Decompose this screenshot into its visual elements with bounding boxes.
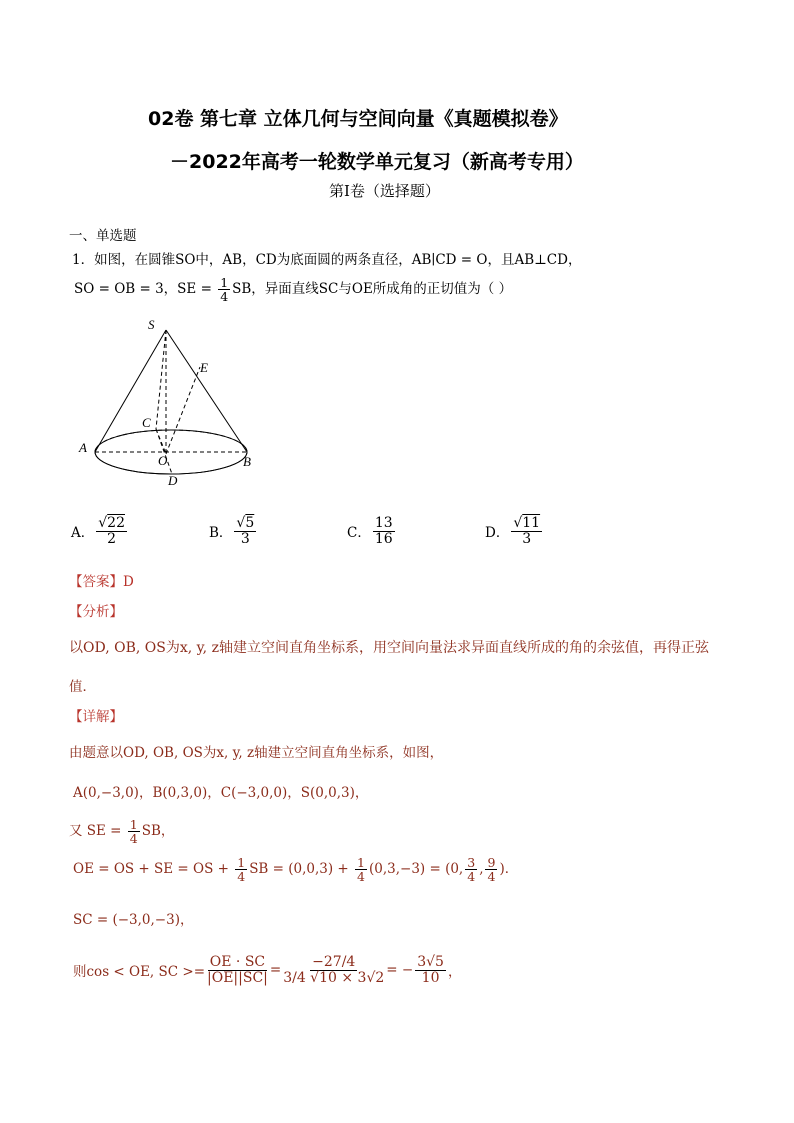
detail-se-frac: $\frac{1}{4}$ — [129, 817, 138, 847]
option-b-value: $\frac{√5}{3}$ — [236, 515, 255, 547]
option-d[interactable] — [485, 516, 544, 546]
question-frac-num: 1 — [220, 275, 229, 290]
option-a-rad: 22 — [107, 515, 125, 531]
label-D: D — [168, 473, 178, 488]
question-line2-part2: SB，异面直线SC与OE所成角的正切值为（ ） — [232, 281, 513, 298]
detail-oe-part1: OE = OS + SE = OS + — [73, 861, 234, 878]
detail-cos-frac: $\frac{OE \cdot SC}{|OE||SC|}$ — [207, 954, 268, 986]
detail-oe-part3: (0,3,−3) = (0, — [368, 861, 464, 878]
page-title-line1: 02卷 第七章 立体几何与空间向量《真题模拟卷》 — [148, 108, 568, 130]
detail-se-line — [69, 818, 174, 845]
option-c-letter: C． — [347, 525, 371, 542]
detail-line1: 由题意以OD, OB, OS为x, y, z轴建立空间直角坐标系，如图， — [69, 745, 444, 761]
option-a-letter: A． — [71, 525, 95, 542]
page-title-line2: －2022年高考一轮数学单元复习（新高考专用） — [170, 151, 584, 173]
detail-cos-result: = − — [386, 962, 414, 979]
option-b[interactable] — [209, 516, 258, 546]
detail-oe-part2: SB = (0,0,3) + — [249, 861, 354, 878]
label-S: S — [148, 317, 155, 332]
question-line2 — [74, 276, 512, 303]
detail-oe-part4: )． — [499, 861, 519, 878]
detail-cos-result-frac: $\frac{3√5}{10}$ — [417, 954, 444, 986]
label-O: O — [158, 453, 168, 468]
question-line1: 1．如图，在圆锥SO中，AB，CD为底面圆的两条直径，AB∣CD = O，且AB⊥CD， — [72, 252, 582, 268]
segment-CO — [156, 429, 166, 454]
question-line2-part1: SO = OB = 3，SE = — [74, 281, 217, 298]
analysis-line1: 以OD, OB, OS为x, y, z轴建立空间直角坐标系，用空间向量法求异面直线所成的角的余弦值，再得正弦 — [69, 640, 709, 656]
option-d-den: 3 — [522, 530, 532, 547]
option-b-letter: B． — [209, 525, 233, 542]
question-frac-den: 4 — [220, 289, 229, 305]
option-a-den: 2 — [107, 530, 117, 547]
label-A: A — [79, 440, 87, 455]
option-c-value — [373, 516, 395, 546]
segment-OE — [166, 367, 200, 454]
detail-sc-line: SC = (−3,0,−3)， — [73, 912, 194, 928]
label-C: C — [142, 415, 151, 430]
option-c-den: 16 — [374, 530, 393, 547]
detail-oe-line: OE = OS + SE = OS + $\frac{1}{4}$ SB = (0,0,3) + $\frac{1}{4}$ (0,3,−3) = (0, $\frac{3}{4}$ , $\frac{9}{4}$ )． — [73, 855, 519, 885]
analysis-tag: 【分析】 — [69, 604, 123, 620]
question-frac — [218, 276, 230, 303]
analysis-line2: 值． — [69, 679, 96, 695]
detail-coords: A(0,−3,0)，B(0,3,0)，C(−3,0,0)，S(0,0,3)， — [73, 785, 369, 801]
option-d-rad: 11 — [522, 515, 541, 531]
volume-label: 第Ⅰ卷（选择题） — [329, 182, 440, 200]
detail-cos-mid: $\frac{-27/4}{3/4 √10 \times 3√2}$ — [283, 954, 385, 986]
answer-tag: 【答案】 — [69, 574, 123, 590]
label-B: B — [243, 454, 251, 469]
answer-value: D — [123, 574, 134, 590]
section-label: 一、单选题 — [69, 228, 137, 244]
option-c-num: 13 — [374, 515, 393, 531]
detail-cos-prefix: 则cos < OE, SC >= — [73, 964, 206, 981]
label-E: E — [200, 360, 208, 375]
option-a[interactable] — [71, 516, 129, 546]
generatrix-right — [166, 330, 247, 452]
option-b-den: 3 — [240, 530, 250, 547]
base-ellipse-back — [95, 430, 247, 452]
option-d-letter: D． — [485, 525, 510, 542]
detail-cos-tail: ， — [447, 964, 462, 981]
detail-cos-line: 则cos < OE, SC >= $\frac{OE \cdot SC}{|OE||SC|}$ = $\frac{-27/4}{3/4 √10 \times 3√2}$ = − $\frac{3√5}{10}$ ， — [73, 954, 462, 986]
option-b-rad: 5 — [245, 515, 255, 531]
detail-se-prefix: 又 SE = — [69, 823, 126, 840]
option-a-value: $\frac{√22}{2}$ — [98, 515, 125, 547]
cone-figure — [72, 315, 272, 490]
detail-se-suffix: SB， — [141, 823, 175, 840]
answer-row — [69, 570, 134, 590]
option-d-value: $\frac{√11}{3}$ — [513, 515, 541, 547]
detail-tag: 【详解】 — [69, 709, 123, 725]
option-c[interactable] — [347, 516, 397, 546]
